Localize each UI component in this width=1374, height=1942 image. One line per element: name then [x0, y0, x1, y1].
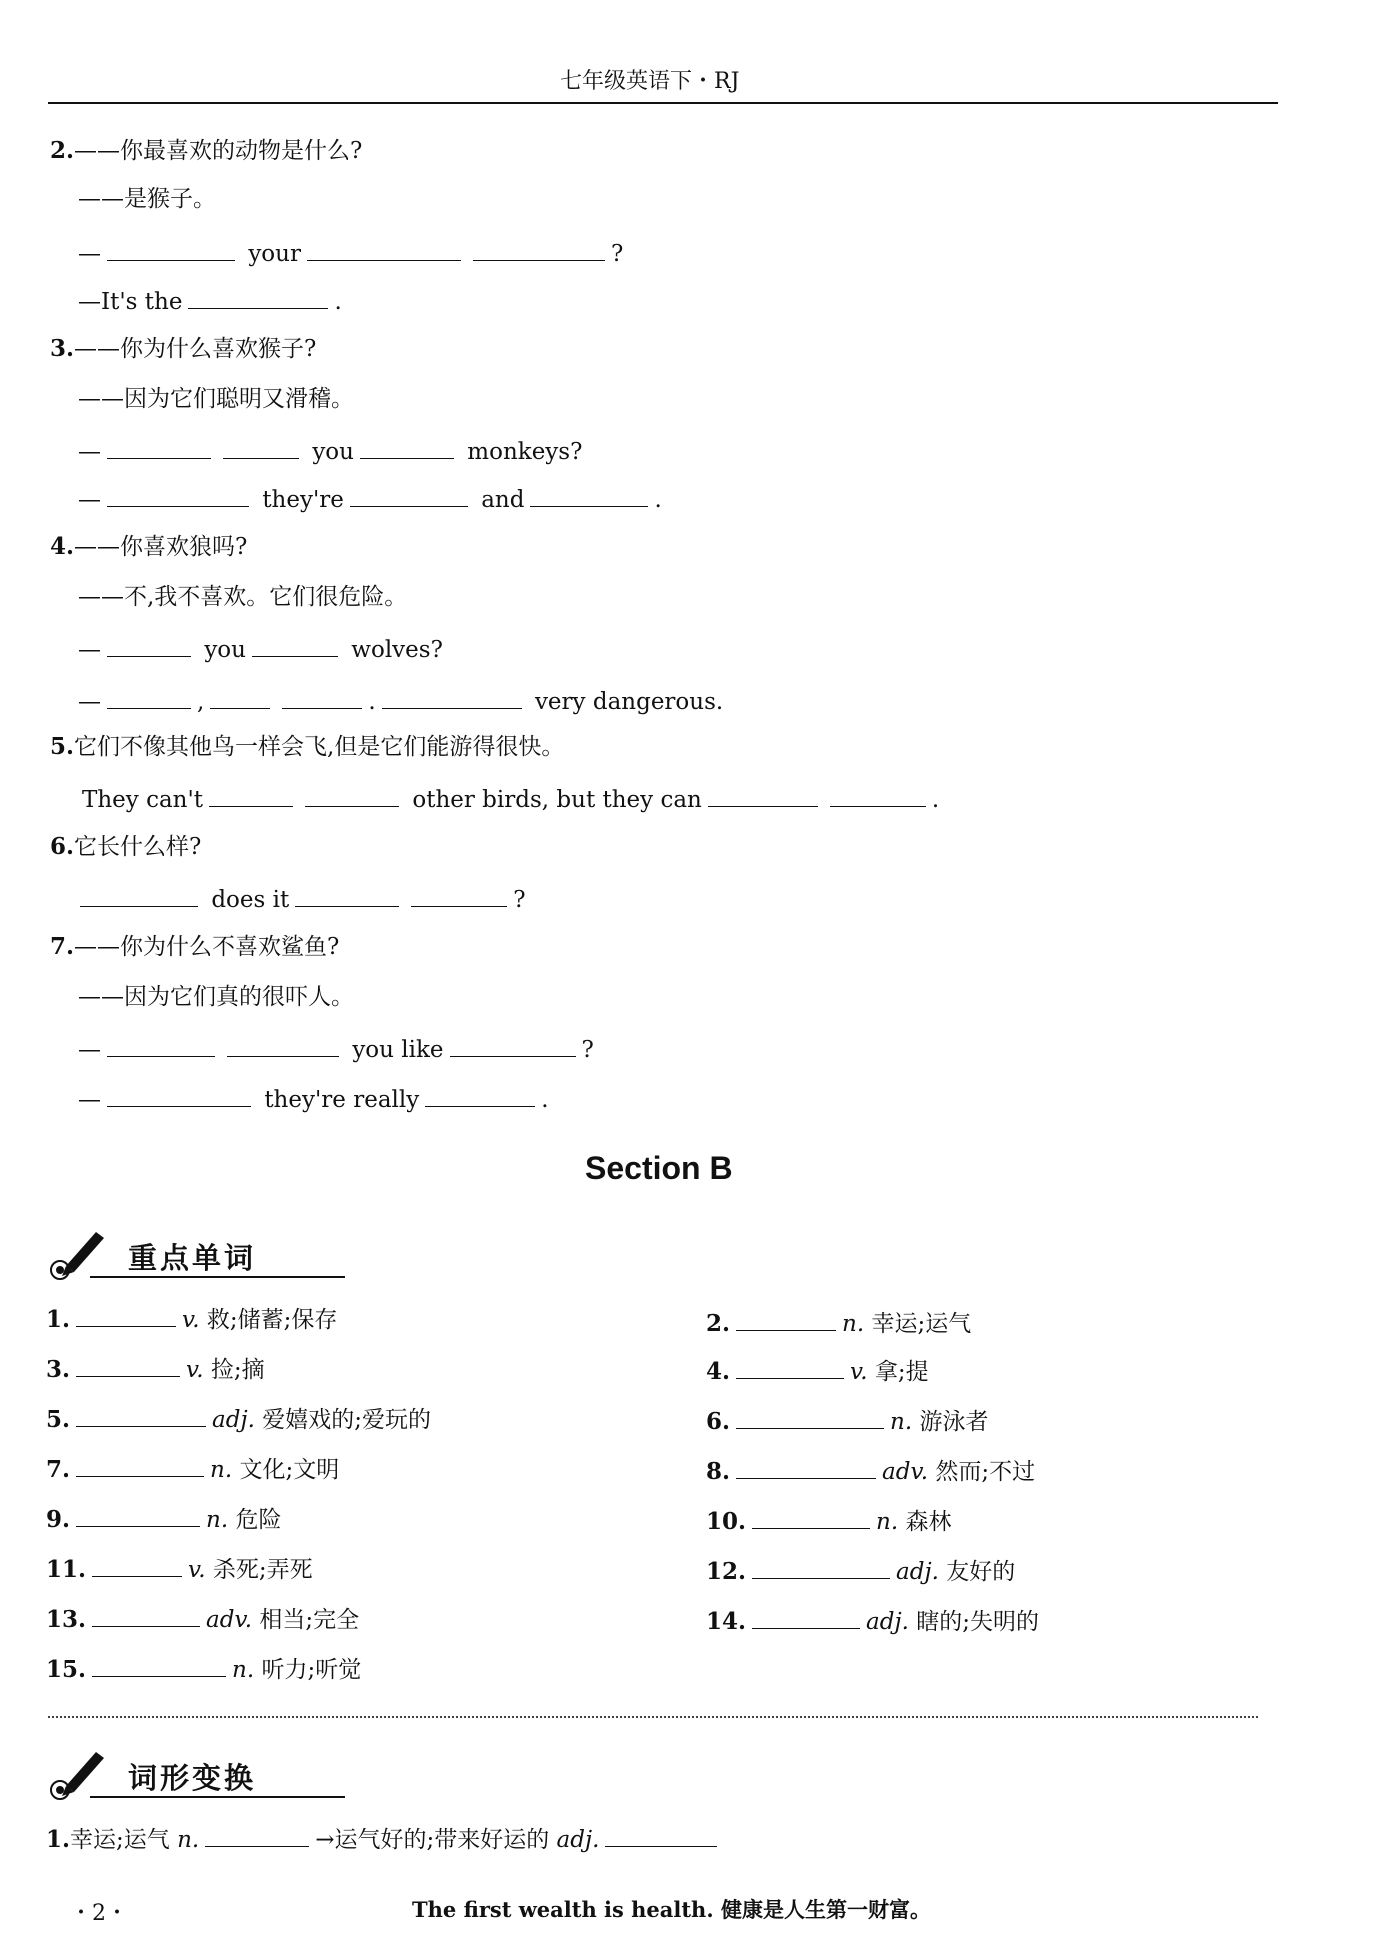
answer-blank[interactable]	[252, 632, 338, 657]
exercise-4-prompt-2: ——不,我不喜欢。它们很危险。	[78, 584, 408, 610]
exercise-4-blank-line-2: — , . very dangerous.	[78, 684, 723, 717]
exercise-7-blank-line-1: — you like ?	[78, 1032, 594, 1065]
answer-blank[interactable]	[92, 1602, 200, 1627]
answer-blank[interactable]	[210, 684, 270, 709]
wordform-item: 1.幸运;运气 n. →运气好的;带来好运的 adj.	[46, 1822, 723, 1855]
answer-blank[interactable]	[76, 1402, 206, 1427]
answer-blank[interactable]	[92, 1652, 226, 1677]
answer-blank[interactable]	[107, 684, 191, 709]
answer-blank[interactable]	[473, 236, 605, 261]
vocab-item: 3. v. 捡;摘	[46, 1352, 265, 1385]
exercise-7-blank-line-2: — they're really .	[78, 1082, 549, 1115]
exercise-7-prompt-2: ——因为它们真的很吓人。	[78, 984, 354, 1010]
answer-blank[interactable]	[107, 1032, 215, 1057]
exercise-3-blank-line-1: — you monkeys?	[78, 434, 582, 467]
answer-blank[interactable]	[80, 882, 198, 907]
answer-blank[interactable]	[605, 1822, 717, 1847]
vocab-item: 13. adv. 相当;完全	[46, 1602, 359, 1635]
answer-blank[interactable]	[305, 782, 399, 807]
vocab-item: 10. n. 森林	[706, 1504, 951, 1537]
exercise-7-prompt-1: 7.——你为什么不喜欢鲨鱼?	[50, 933, 340, 960]
answer-blank[interactable]	[382, 684, 522, 709]
answer-blank[interactable]	[450, 1032, 576, 1057]
vocab-item: 4. v. 拿;提	[706, 1354, 929, 1387]
answer-blank[interactable]	[227, 1032, 339, 1057]
answer-blank[interactable]	[107, 434, 211, 459]
heading-underline	[90, 1796, 345, 1798]
vocab-item: 6. n. 游泳者	[706, 1404, 988, 1437]
answer-blank[interactable]	[425, 1082, 535, 1107]
exercise-4-blank-line-1: — you wolves?	[78, 632, 443, 665]
answer-blank[interactable]	[350, 482, 468, 507]
page-number: ・2・	[70, 1901, 128, 1926]
vocab-item: 8. adv. 然而;不过	[706, 1454, 1035, 1487]
answer-blank[interactable]	[752, 1604, 860, 1629]
answer-blank[interactable]	[708, 782, 818, 807]
exercise-2-blank-line-2: —It's the .	[78, 284, 342, 317]
answer-blank[interactable]	[107, 482, 249, 507]
answer-blank[interactable]	[107, 632, 191, 657]
answer-blank[interactable]	[295, 882, 399, 907]
answer-blank[interactable]	[736, 1454, 876, 1479]
exercise-2-prompt-1: 2.——你最喜欢的动物是什么?	[50, 137, 363, 164]
answer-blank[interactable]	[76, 1452, 204, 1477]
vocab-item: 15. n. 听力;听觉	[46, 1652, 361, 1685]
heading-underline	[90, 1276, 345, 1278]
answer-blank[interactable]	[736, 1404, 884, 1429]
exercise-5-prompt: 5.它们不像其他鸟一样会飞,但是它们能游得很快。	[50, 733, 565, 760]
answer-blank[interactable]	[92, 1552, 182, 1577]
answer-blank[interactable]	[205, 1822, 309, 1847]
answer-blank[interactable]	[282, 684, 362, 709]
answer-blank[interactable]	[360, 434, 454, 459]
answer-blank[interactable]	[76, 1352, 180, 1377]
answer-blank[interactable]	[752, 1554, 890, 1579]
answer-blank[interactable]	[736, 1306, 836, 1331]
answer-blank[interactable]	[830, 782, 926, 807]
vocab-heading: 重点单词	[128, 1241, 257, 1275]
dotted-divider	[48, 1716, 1258, 1718]
running-header: 七年级英语下・RJ	[560, 69, 740, 94]
vocab-item: 5. adj. 爱嬉戏的;爱玩的	[46, 1402, 431, 1435]
exercise-3-prompt-1: 3.——你为什么喜欢猴子?	[50, 335, 317, 362]
exercise-3-prompt-2: ——因为它们聪明又滑稽。	[78, 386, 354, 412]
answer-blank[interactable]	[530, 482, 648, 507]
exercise-5-blank-line: They can't other birds, but they can .	[82, 782, 939, 815]
answer-blank[interactable]	[76, 1302, 176, 1327]
exercise-6-prompt: 6.它长什么样?	[50, 833, 202, 860]
exercise-2-prompt-2: ——是猴子。	[78, 186, 216, 212]
exercise-2-blank-line-1: — your ?	[78, 236, 623, 269]
answer-blank[interactable]	[76, 1502, 200, 1527]
answer-blank[interactable]	[752, 1504, 870, 1529]
answer-blank[interactable]	[223, 434, 299, 459]
vocab-item: 9. n. 危险	[46, 1502, 281, 1535]
vocab-item: 7. n. 文化;文明	[46, 1452, 339, 1485]
header-rule	[48, 102, 1278, 104]
pencil-icon	[46, 1226, 108, 1282]
vocab-item: 12. adj. 友好的	[706, 1554, 1015, 1587]
wordform-heading: 词形变换	[128, 1761, 257, 1795]
vocab-item: 2. n. 幸运;运气	[706, 1306, 971, 1339]
exercise-4-prompt-1: 4.——你喜欢狼吗?	[50, 533, 248, 560]
answer-blank[interactable]	[411, 882, 507, 907]
section-title: Section B	[585, 1150, 733, 1186]
vocab-item: 1. v. 救;储蓄;保存	[46, 1302, 337, 1335]
pencil-icon	[46, 1746, 108, 1802]
answer-blank[interactable]	[188, 284, 328, 309]
exercise-3-blank-line-2: — they're and .	[78, 482, 662, 515]
answer-blank[interactable]	[307, 236, 461, 261]
answer-blank[interactable]	[107, 236, 235, 261]
answer-blank[interactable]	[736, 1354, 844, 1379]
exercise-number: 2.	[50, 137, 75, 164]
answer-blank[interactable]	[107, 1082, 251, 1107]
footer-motto: The first wealth is health. 健康是人生第一财富。	[412, 1897, 931, 1922]
vocab-item: 14. adj. 瞎的;失明的	[706, 1604, 1039, 1637]
exercise-6-blank-line: does it ?	[74, 882, 526, 915]
vocab-item: 11. v. 杀死;弄死	[46, 1552, 313, 1585]
answer-blank[interactable]	[209, 782, 293, 807]
